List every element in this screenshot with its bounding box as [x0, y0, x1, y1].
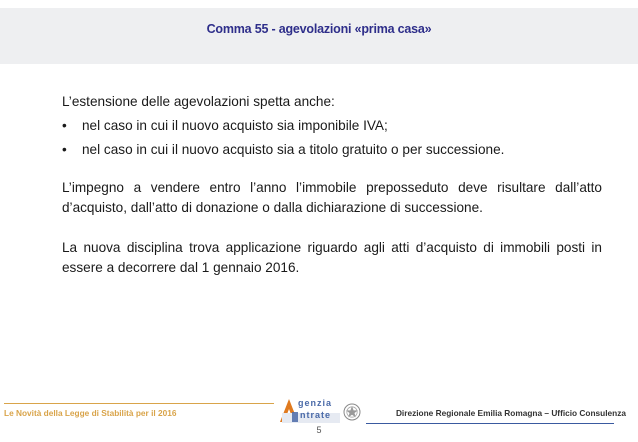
page-number: 5 [316, 425, 322, 435]
paragraph-impegno: L’impegno a vendere entro l’anno l’immobile preposseduto deve risultare dall’atto d’acquisto, dall’atto di donazione o dalla dichiarazione di successione. [62, 180, 602, 215]
list-item [62, 116, 602, 136]
paragraph-disciplina: La nuova disciplina trova applicazione riguardo agli atti d’acquisto di immobili posti in essere a decorrere dal 1 gennaio 2016. [62, 240, 602, 275]
bullet-marker: • [62, 118, 67, 133]
list-item [62, 140, 602, 160]
intro-text: L’estensione delle agevolazioni spetta anche: [62, 94, 335, 109]
footer-right-text: Direzione Regionale Emilia Romagna – Ufficio Consulenza [395, 408, 626, 418]
slide-title: Comma 55 - agevolazioni «prima casa» [206, 22, 432, 36]
bullet-text: nel caso in cui il nuovo acquisto sia imponibile IVA; [82, 118, 388, 133]
footer-divider-right [366, 423, 614, 424]
logo-text-line1: genzia [298, 398, 333, 408]
footer-divider-left [4, 403, 274, 404]
bullet-text: nel caso in cui il nuovo acquisto sia a titolo gratuito o per successione. [82, 142, 505, 157]
header-band [0, 8, 638, 64]
agenzia-entrate-logo [278, 396, 340, 426]
bullet-list [62, 116, 602, 160]
republic-emblem-icon [343, 402, 361, 422]
bullet-marker: • [62, 142, 67, 157]
footer-left-text: Le Novità della Legge di Stabilità per il 2016 [4, 408, 177, 418]
logo-text-line2: ntrate [300, 410, 332, 420]
slide-content [62, 92, 602, 278]
